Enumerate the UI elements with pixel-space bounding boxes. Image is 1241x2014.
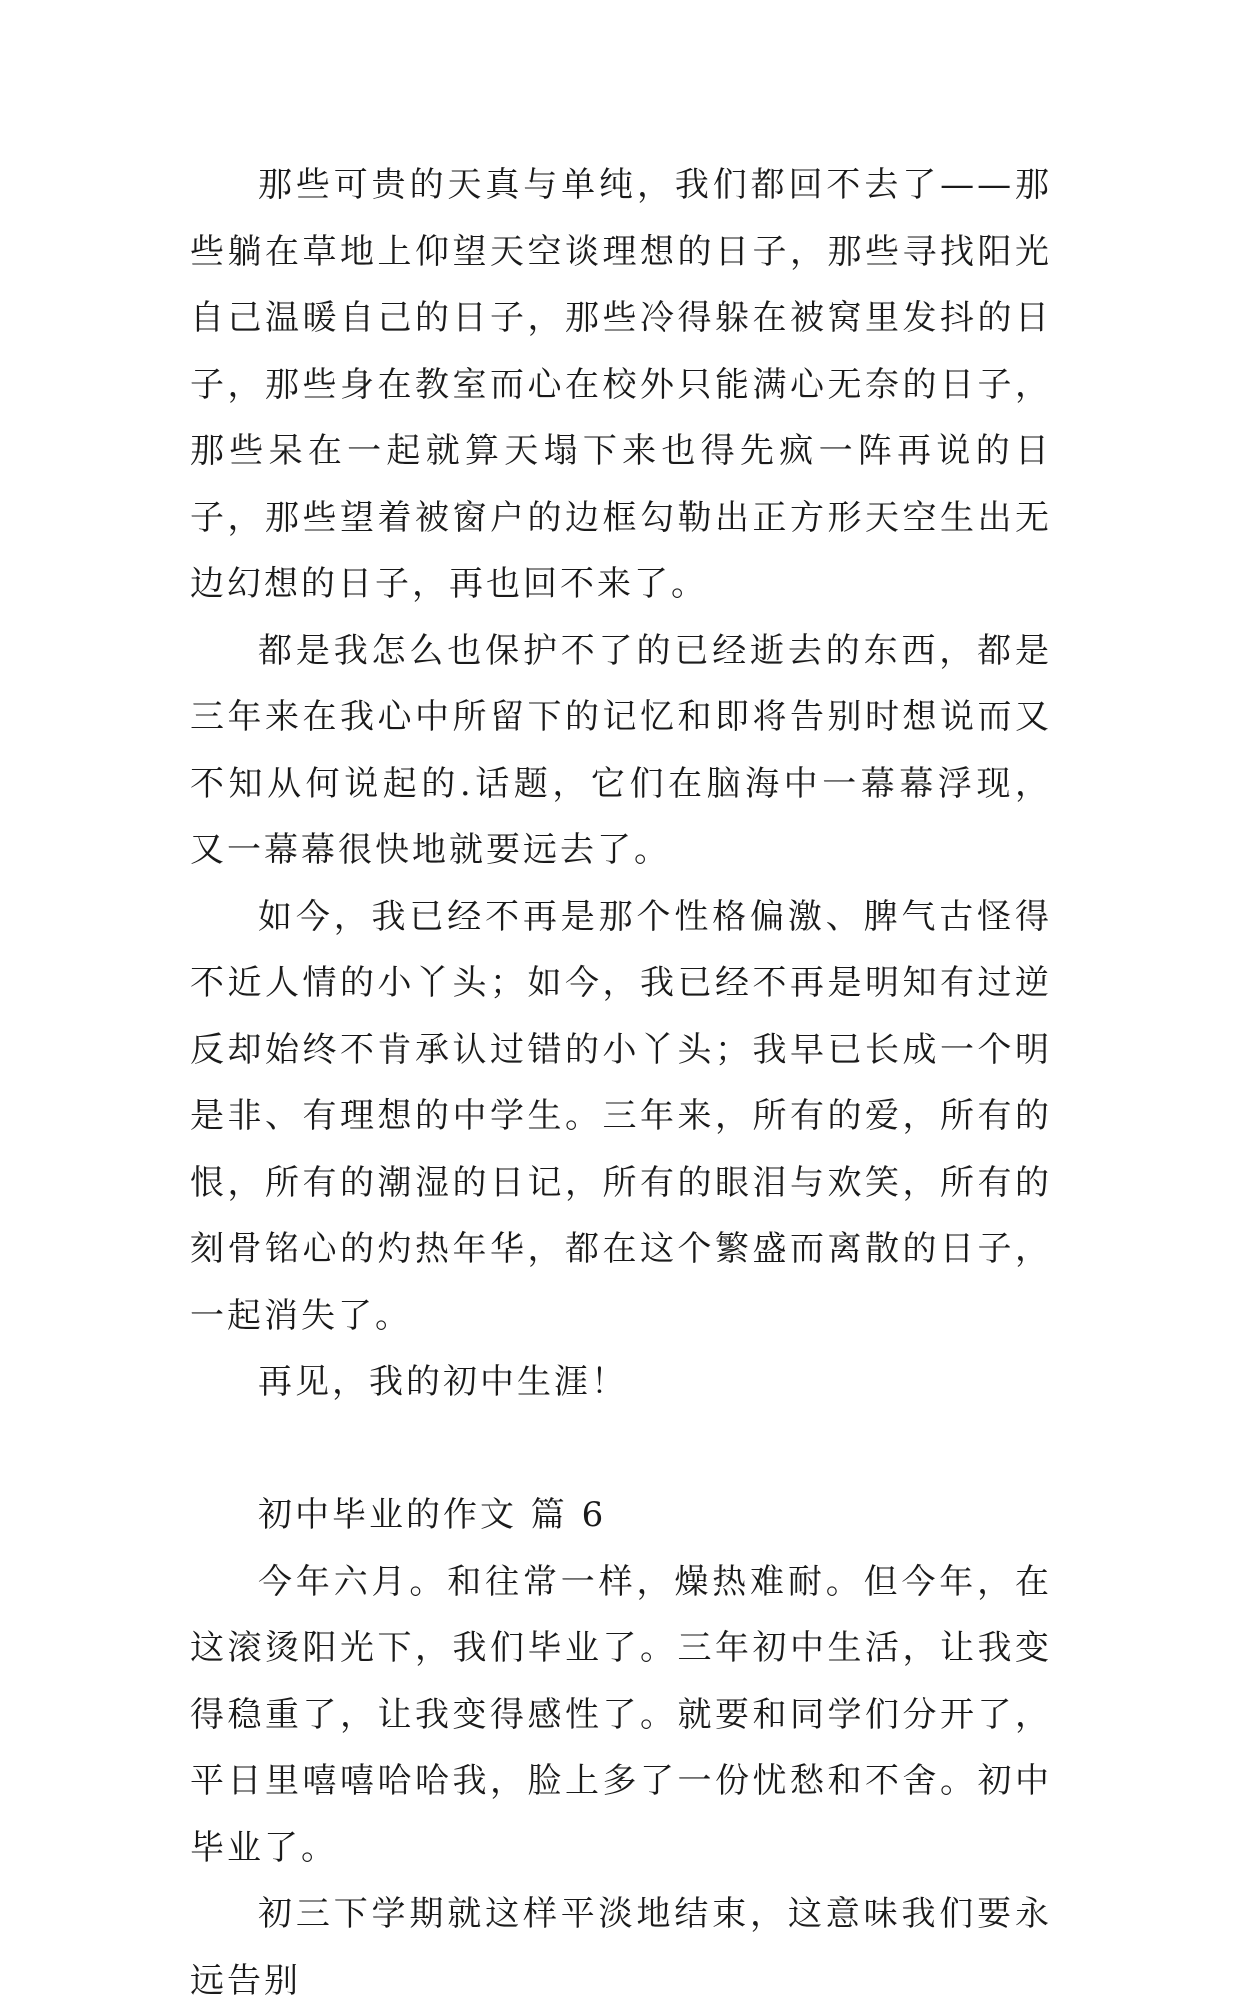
paragraph: 那些可贵的天真与单纯，我们都回不去了——那些躺在草地上仰望天空谈理想的日子，那些寻找阳光自己温暖自己的日子，那些冷得躲在被窝里发抖的日子，那些身在教室而心在校外只能满心无奈的日子，那些呆在一起就算天塌下来也得先疯一阵再说的日子，那些望着被窗户的边框勾勒出正方形天空生出无边幻想的日子，再也回不来了。 <box>190 165 1052 604</box>
section-heading: 初中毕业的作文 篇 6 <box>258 1495 607 1535</box>
paragraph: 如今，我已经不再是那个性格偏激、脾气古怪得不近人情的小丫头；如今，我已经不再是明知有过逆反却始终不肯承认过错的小丫头；我早已长成一个明是非、有理想的中学生。三年来，所有的爱，所有的恨，所有的潮湿的日记，所有的眼泪与欢笑，所有的刻骨铭心的灼热年华，都在这个繁盛而离散的日子，一起消失了。 <box>190 896 1052 1336</box>
document-body <box>190 152 1052 2014</box>
paragraph: 再见，我的初中生涯！ <box>258 1362 628 1402</box>
paragraph: 都是我怎么也保护不了的已经逝去的东西，都是三年来在我心中所留下的记忆和即将告别时想说而又不知从何说起的.话题，它们在脑海中一幕幕浮现，又一幕幕很快地就要远去了。 <box>190 630 1052 870</box>
blank-line <box>190 1416 1052 1483</box>
paragraph: 今年六月。和往常一样，燥热难耐。但今年，在这滚烫阳光下，我们毕业了。三年初中生活，让我变得稳重了，让我变得感性了。就要和同学们分开了，平日里嘻嘻哈哈我，脸上多了一份忧愁和不舍。初中毕业了。 <box>190 1561 1052 1868</box>
paragraph: 初三下学期就这样平淡地结束，这意味我们要永远告别 <box>190 1894 1052 2001</box>
